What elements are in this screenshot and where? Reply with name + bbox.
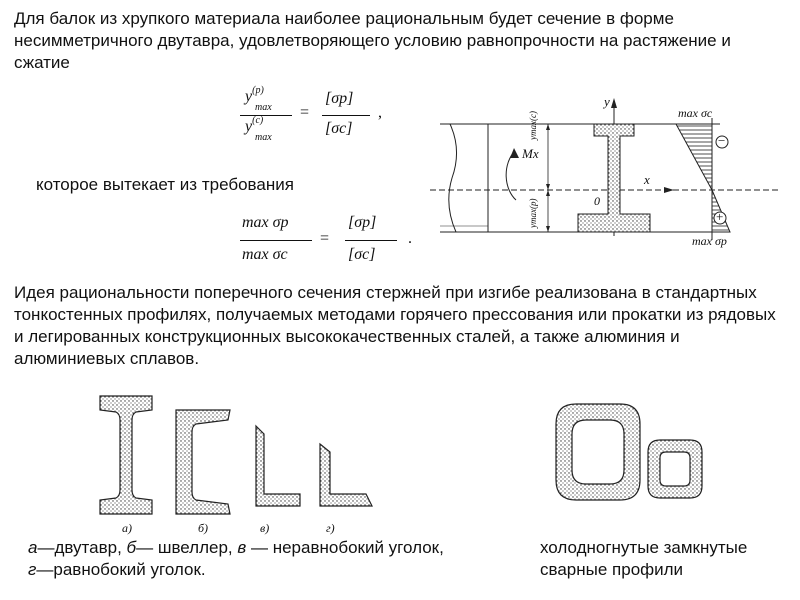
- axis-y-label: y: [604, 94, 610, 109]
- formula1-den-sub: max: [255, 132, 272, 143]
- caption-b: б: [126, 538, 137, 557]
- formula1-num-y: y: [245, 88, 253, 105]
- formula1-equals: =: [300, 104, 310, 121]
- intro-text: Для балок из хрупкого материала наиболее рациональным будет сечение в форме несимметричного двутавра, удовлетворяющего условию равнопрочности на растяжение и сжатие: [14, 9, 731, 72]
- caption-left: [28, 537, 528, 581]
- profile-letter-v: в): [260, 521, 270, 535]
- i-beam-profile: [100, 396, 152, 514]
- caption-right: холодногнутые замкнутые сварные профили: [540, 538, 748, 579]
- caption-v-text: — неравнобокий уголок,: [246, 538, 444, 557]
- caption-b-text: — швеллер,: [136, 538, 238, 557]
- plus-sign: +: [716, 209, 724, 224]
- middle-text: которое вытекает из требования: [36, 175, 294, 194]
- channel-profile: [176, 410, 230, 514]
- profile-letter-a: а): [122, 521, 132, 535]
- caption-a-text: —двутавр,: [37, 538, 127, 557]
- formula1-num-sub: max: [255, 102, 272, 113]
- closed-rect-profile-large: [556, 404, 640, 500]
- formula2-den-right: [σc]: [348, 246, 376, 263]
- formula2-period: .: [408, 230, 412, 247]
- ymax-c-label: ymax(c): [528, 111, 538, 140]
- caption-g: г: [28, 560, 37, 579]
- formula2-equals: =: [320, 230, 330, 247]
- formula1-num-sup: (p): [252, 85, 264, 96]
- caption-g-text: —равнобокий уголок.: [36, 560, 206, 579]
- closed-rect-profile-small: [648, 440, 702, 498]
- equal-angle-profile: [320, 444, 372, 506]
- formula1-comma: ,: [378, 104, 382, 121]
- formula1-den-sup: (c): [252, 115, 264, 126]
- formula1-den-right: [σc]: [325, 120, 353, 137]
- moment-label: Mx: [522, 146, 539, 161]
- max-sigma-p-label: max σp: [692, 234, 727, 248]
- axis-x-label: x: [644, 172, 650, 187]
- profile-letter-b: б): [198, 521, 209, 535]
- origin-label: 0: [594, 194, 600, 208]
- formula2-den-left: max σc: [242, 246, 288, 263]
- max-sigma-c-label: max σc: [678, 106, 713, 120]
- formula2-num-right: [σp]: [348, 214, 377, 231]
- caption-a: а: [28, 538, 38, 557]
- profile-letter-g: г): [326, 521, 335, 535]
- unequal-angle-profile: [256, 426, 300, 506]
- formula1-den-y: y: [245, 118, 253, 135]
- paragraph-text: Идея рациональности поперечного сечения стержней при изгибе реализована в стандартных тонкостенных профилях, получаемых методами горячего прессования или прокатки из рядовых и легированных конструкционных высококачественных сталей, а также алюминия и алюминиевых сплавов.: [14, 283, 776, 368]
- caption-v: в: [237, 538, 247, 557]
- minus-sign: −: [718, 133, 726, 148]
- formula1-num-right: [σp]: [325, 90, 354, 107]
- ymax-p-label: ymax(p): [528, 198, 538, 228]
- formula2-num-left: max σp: [242, 214, 289, 231]
